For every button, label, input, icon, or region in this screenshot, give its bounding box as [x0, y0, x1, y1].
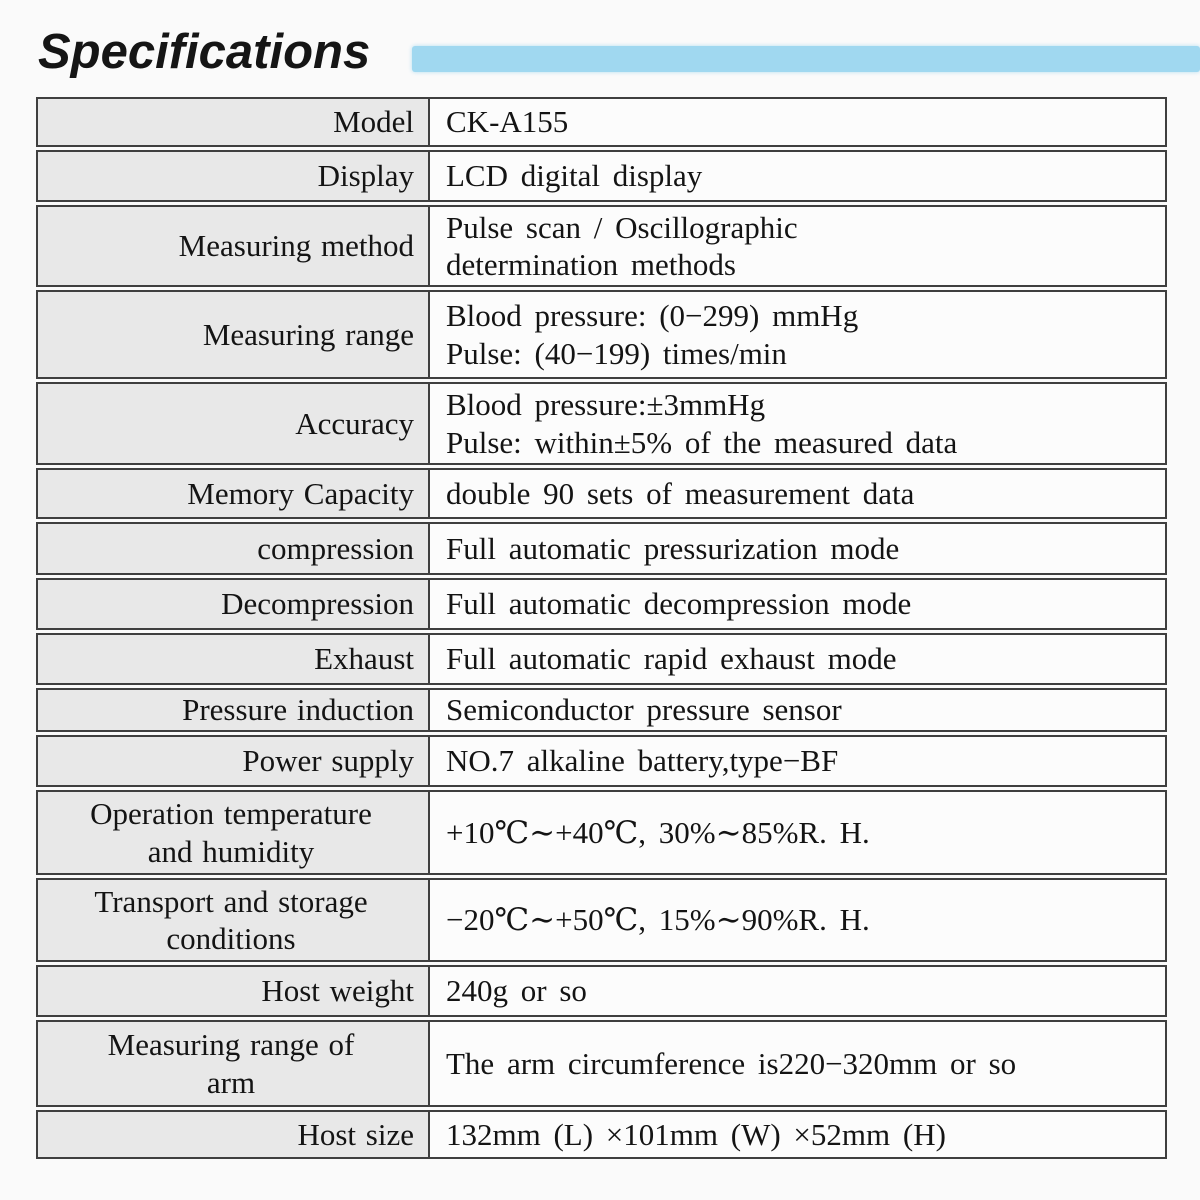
row-value: [430, 99, 1165, 145]
row-label: [38, 690, 430, 730]
row-value: [430, 690, 1165, 730]
row-label: [38, 292, 430, 377]
row-label-line: Accuracy: [295, 405, 414, 441]
row-label-line: arm: [206, 1064, 256, 1100]
row-label-line: Memory Capacity: [187, 475, 414, 511]
page-title: Specifications: [38, 25, 371, 79]
row-value-line: Pulse: (40−199) times/min: [446, 335, 787, 371]
row-value: [430, 792, 1165, 873]
specifications-table: [36, 97, 1167, 1162]
row-label-line: Host weight: [261, 973, 414, 1009]
row-label-line: Pressure induction: [182, 692, 414, 728]
row-label-line: Operation temperature: [90, 796, 372, 832]
row-value-line: Semiconductor pressure sensor: [446, 692, 842, 728]
table-row: [36, 205, 1167, 287]
table-row: [36, 522, 1167, 575]
row-label-line: compression: [257, 530, 414, 566]
row-label: [38, 1112, 430, 1157]
row-value-line: Full automatic pressurization mode: [446, 530, 900, 566]
row-label-line: Exhaust: [314, 641, 414, 677]
row-label-line: Host size: [297, 1116, 414, 1152]
row-value: [430, 880, 1165, 960]
row-label-line: Measuring range: [202, 316, 414, 352]
row-value-line: determination methods: [446, 247, 736, 282]
table-row: [36, 688, 1167, 732]
row-label-line: Measuring method: [178, 228, 414, 264]
row-label: [38, 792, 430, 873]
row-value: [430, 1112, 1165, 1157]
row-value-line: double 90 sets of measurement data: [446, 475, 915, 511]
row-value-line: Blood pressure: (0−299) mmHg: [446, 298, 859, 334]
row-value: [430, 207, 1165, 285]
row-value-line: CK-A155: [446, 104, 569, 140]
row-label: [38, 207, 430, 285]
row-label: [38, 1022, 430, 1105]
table-row: [36, 965, 1167, 1017]
table-row: [36, 1110, 1167, 1159]
row-value-line: Pulse scan / Oscillographic: [446, 209, 798, 245]
row-label-line: and humidity: [147, 833, 315, 869]
table-row: [36, 735, 1167, 787]
row-value-line: Blood pressure:±3mmHg: [446, 387, 766, 423]
row-value: [430, 1022, 1165, 1105]
row-label: [38, 737, 430, 785]
row-label: [38, 580, 430, 628]
row-label-line: Power supply: [242, 743, 414, 779]
row-label: [38, 384, 430, 463]
table-row: [36, 290, 1167, 379]
row-value: [430, 470, 1165, 517]
table-row: [36, 633, 1167, 685]
table-row: [36, 1020, 1167, 1107]
row-value-line: Pulse: within±5% of the measured data: [446, 424, 958, 460]
row-value: [430, 737, 1165, 785]
row-value: [430, 524, 1165, 573]
row-value-line: The arm circumference is220−320mm or so: [446, 1045, 1017, 1081]
row-label: [38, 967, 430, 1015]
table-row: [36, 578, 1167, 630]
table-row: [36, 878, 1167, 962]
row-value: [430, 152, 1165, 200]
row-value-line: +10℃∼+40℃, 30%∼85%R. H.: [446, 814, 870, 850]
table-row: [36, 150, 1167, 202]
row-label: [38, 635, 430, 683]
row-value-line: 132mm (L) ×101mm (W) ×52mm (H): [446, 1116, 946, 1152]
table-row: [36, 790, 1167, 875]
row-value: [430, 384, 1165, 463]
row-label-line: Measuring range of: [107, 1027, 355, 1063]
row-label-line: Decompression: [221, 586, 414, 622]
row-value: [430, 635, 1165, 683]
table-row: [36, 382, 1167, 465]
row-label: [38, 524, 430, 573]
row-label: [38, 470, 430, 517]
table-row: [36, 97, 1167, 147]
table-row: [36, 468, 1167, 519]
row-value: [430, 580, 1165, 628]
row-value-line: Full automatic decompression mode: [446, 586, 912, 622]
row-label: [38, 152, 430, 200]
row-label-line: Model: [333, 104, 414, 140]
row-value-line: LCD digital display: [446, 158, 703, 194]
row-label-line: Transport and storage: [94, 883, 368, 919]
row-value-line: NO.7 alkaline battery,type−BF: [446, 743, 839, 779]
row-value: [430, 292, 1165, 377]
row-label-line: Display: [317, 158, 414, 194]
row-value-line: −20℃∼+50℃, 15%∼90%R. H.: [446, 902, 870, 938]
row-label: [38, 880, 430, 960]
row-label-line: conditions: [166, 921, 296, 956]
row-label: [38, 99, 430, 145]
title-accent-bar: [412, 46, 1200, 72]
row-value: [430, 967, 1165, 1015]
row-value-line: Full automatic rapid exhaust mode: [446, 641, 897, 677]
row-value-line: 240g or so: [446, 973, 587, 1009]
